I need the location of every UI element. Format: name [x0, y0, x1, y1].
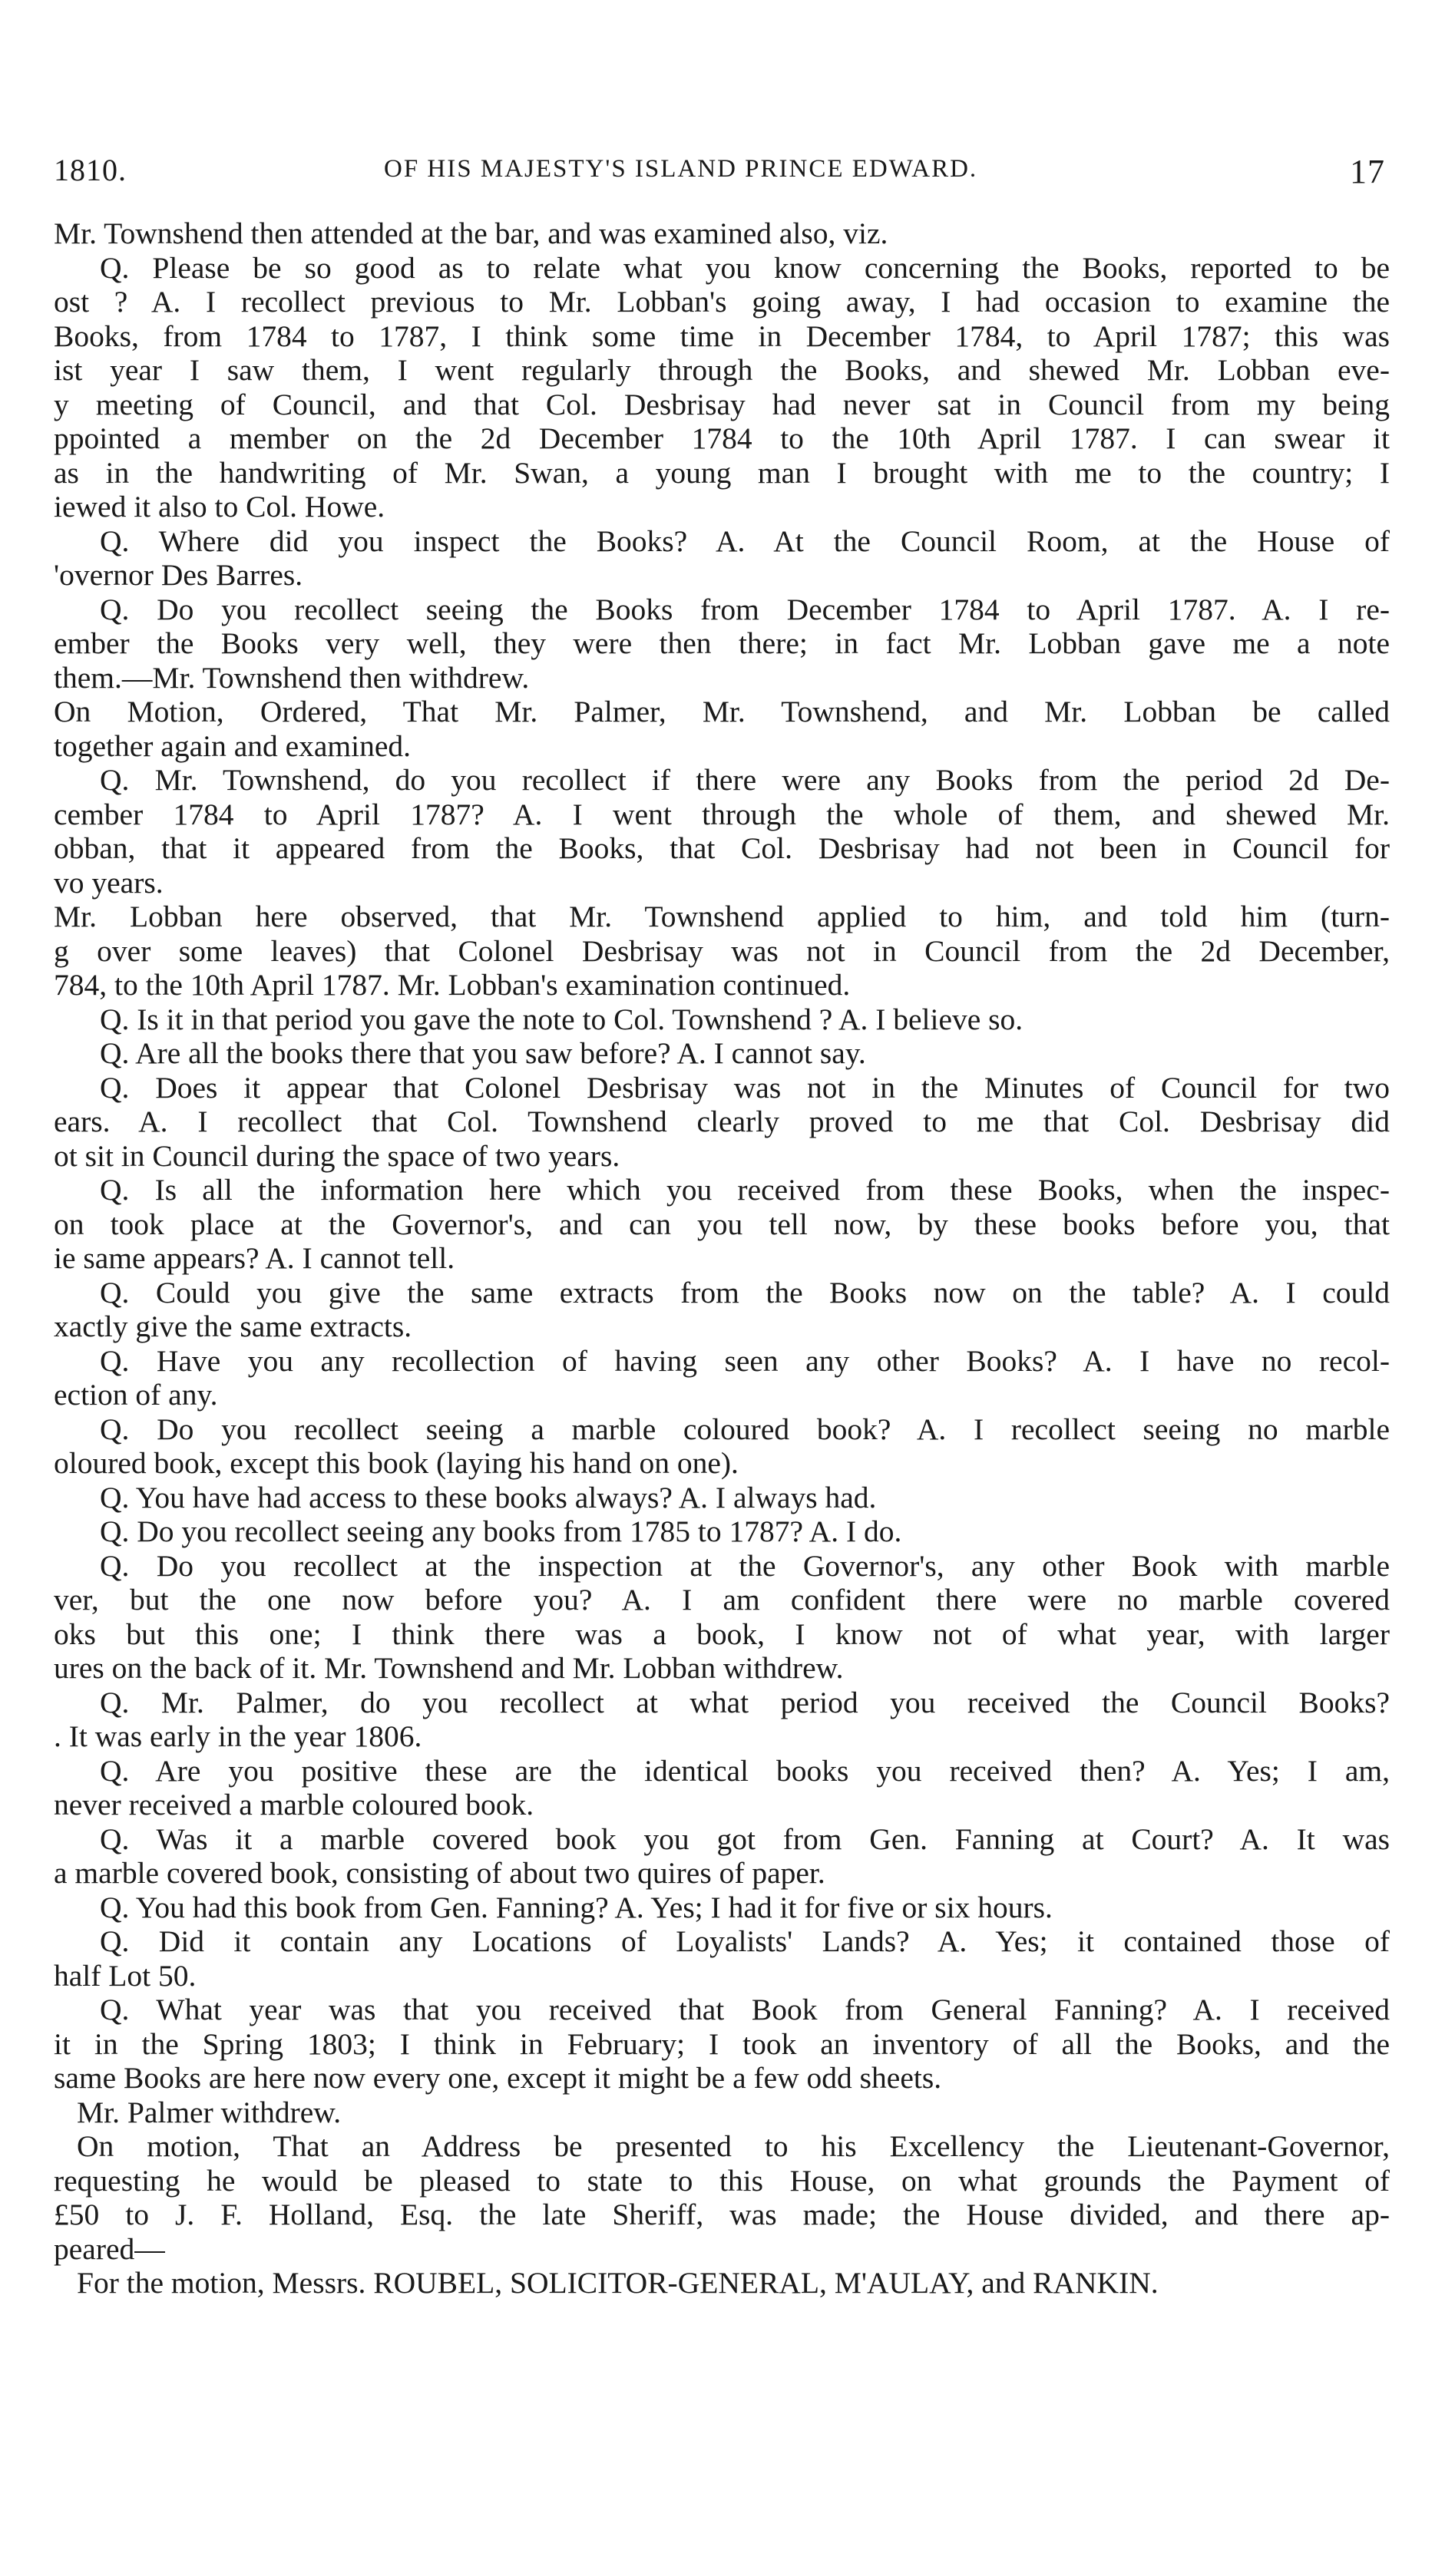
text-line: ection of any.	[54, 1378, 218, 1412]
text-line: y meeting of Council, and that Col. Desbrisay had never sat in Council from my being	[54, 387, 1390, 421]
text-line: Q. Mr. Palmer, do you recollect at what period you received the Council Books?	[100, 1685, 1390, 1719]
text-line: oloured book, except this book (laying his hand on one).	[54, 1446, 739, 1480]
text-line: 'overnor Des Barres.	[54, 558, 303, 592]
page-number: 17	[1350, 153, 1385, 190]
text-line: Q. Do you recollect seeing a marble coloured book? A. I recollect seeing no marble	[100, 1412, 1390, 1446]
text-line: ember the Books very well, they were then there; in fact Mr. Lobban gave me a note	[54, 626, 1390, 660]
text-line: them.—Mr. Townshend then withdrew.	[54, 660, 530, 695]
text-line: Q. Is all the information here which you received from these Books, when the inspec-	[100, 1173, 1390, 1207]
text-line: oks but this one; I think there was a book, I know not of what year, with larger	[54, 1617, 1390, 1651]
text-line: Q. Could you give the same extracts from the Books now on the table? A. I could	[100, 1275, 1390, 1309]
text-line: £50 to J. F. Holland, Esq. the late Sheriff, was made; the House divided, and there ap-	[54, 2198, 1390, 2231]
text-line: it in the Spring 1803; I think in February; I took an inventory of all the Books, and the	[54, 2026, 1390, 2061]
text-line: as in the handwriting of Mr. Swan, a young man I brought with me to the country; I	[54, 455, 1390, 490]
text-line: on took place at the Governor's, and can you tell now, by these books before you, that	[54, 1207, 1390, 1241]
text-line: Q. Does it appear that Colonel Desbrisay was not in the Minutes of Council for two	[100, 1070, 1390, 1105]
header-title: OF HIS MAJESTY'S ISLAND PRINCE EDWARD.	[384, 155, 978, 183]
running-header	[54, 152, 1390, 198]
text-line: never received a marble coloured book.	[54, 1788, 534, 1821]
text-line: For the motion, Messrs. ROUBEL, SOLICITOR-GENERAL, M'AULAY, and RANKIN.	[77, 2266, 1159, 2300]
text-line: ppointed a member on the 2d December 1784 to the 10th April 1787. I can swear it	[54, 421, 1390, 455]
text-line: On motion, That an Address be presented to his Excellency the Lieutenant-Governor,	[77, 2129, 1390, 2163]
text-line: ist year I saw them, I went regularly through the Books, and shewed Mr. Lobban eve-	[54, 353, 1390, 387]
text-line: Q. Did it contain any Locations of Loyalists' Lands? A. Yes; it contained those of	[100, 1924, 1390, 1958]
text-line: Q. Do you recollect at the inspection at the Governor's, any other Book with marble	[100, 1548, 1390, 1583]
text-line: ost ? A. I recollect previous to Mr. Lobban's going away, I had occasion to examine the	[54, 285, 1390, 319]
header-year: 1810.	[54, 153, 127, 187]
text-line: ears. A. I recollect that Col. Townshend clearly proved to me that Col. Desbrisay did	[54, 1105, 1390, 1138]
text-line: Q. You had this book from Gen. Fanning? A. Yes; I had it for five or six hours.	[100, 1890, 1053, 1924]
text-line: Q. Are all the books there that you saw before? A. I cannot say.	[100, 1036, 866, 1070]
text-line: Q. Please be so good as to relate what you know concerning the Books, reported to be	[100, 250, 1390, 285]
text-line: Q. Is it in that period you gave the note to Col. Townshend ? A. I believe so.	[100, 1002, 1023, 1036]
text-line: Q. Where did you inspect the Books? A. At the Council Room, at the House of	[100, 523, 1390, 558]
text-line: half Lot 50.	[54, 1958, 197, 1993]
text-line: ot sit in Council during the space of two years.	[54, 1138, 620, 1173]
text-line: Mr. Palmer withdrew.	[77, 2095, 342, 2129]
text-line: obban, that it appeared from the Books, that Col. Desbrisay had not been in Council for	[54, 831, 1390, 865]
text-line: g over some leaves) that Colonel Desbrisay was not in Council from the 2d December,	[54, 933, 1390, 968]
body-text	[54, 216, 1390, 2300]
text-line: vo years.	[54, 865, 164, 900]
text-line: peared—	[54, 2231, 165, 2266]
text-line: Q. Do you recollect seeing the Books from December 1784 to April 1787. A. I re-	[100, 592, 1390, 626]
text-line: Mr. Lobban here observed, that Mr. Townshend applied to him, and told him (turn-	[54, 900, 1390, 933]
text-line: . It was early in the year 1806.	[54, 1719, 422, 1753]
text-line: Q. Mr. Townshend, do you recollect if there were any Books from the period 2d De-	[100, 763, 1390, 797]
text-line: Mr. Townshend then attended at the bar, and was examined also, viz.	[54, 216, 888, 250]
text-line: Books, from 1784 to 1787, I think some time in December 1784, to April 1787; this was	[54, 319, 1390, 353]
text-line: same Books are here now every one, except it might be a few odd sheets.	[54, 2061, 942, 2095]
text-line: ures on the back of it. Mr. Townshend and Mr. Lobban withdrew.	[54, 1651, 844, 1685]
text-line: ver, but the one now before you? A. I am confident there were no marble covered	[54, 1583, 1390, 1617]
text-line: requesting he would be pleased to state to this House, on what grounds the Payment of	[54, 2163, 1390, 2198]
text-line: xactly give the same extracts.	[54, 1309, 412, 1343]
text-line: Q. Are you positive these are the identical books you received then? A. Yes; I am,	[100, 1753, 1390, 1788]
text-line: a marble covered book, consisting of about two quires of paper.	[54, 1856, 825, 1890]
text-line: On Motion, Ordered, That Mr. Palmer, Mr. Townshend, and Mr. Lobban be called	[54, 695, 1390, 728]
text-line: 784, to the 10th April 1787. Mr. Lobban's examination continued.	[54, 968, 851, 1002]
text-line: Q. You have had access to these books always? A. I always had.	[100, 1480, 877, 1514]
text-line: iewed it also to Col. Howe.	[54, 490, 385, 523]
text-line: together again and examined.	[54, 728, 412, 763]
text-line: Q. Do you recollect seeing any books from 1785 to 1787? A. I do.	[100, 1514, 902, 1548]
text-line: cember 1784 to April 1787? A. I went through the whole of them, and shewed Mr.	[54, 797, 1390, 831]
text-line: Q. What year was that you received that Book from General Fanning? A. I received	[100, 1993, 1390, 2026]
text-line: ie same appears? A. I cannot tell.	[54, 1241, 455, 1275]
text-line: Q. Was it a marble covered book you got from Gen. Fanning at Court? A. It was	[100, 1821, 1390, 1856]
text-line: Q. Have you any recollection of having seen any other Books? A. I have no recol-	[100, 1343, 1390, 1378]
